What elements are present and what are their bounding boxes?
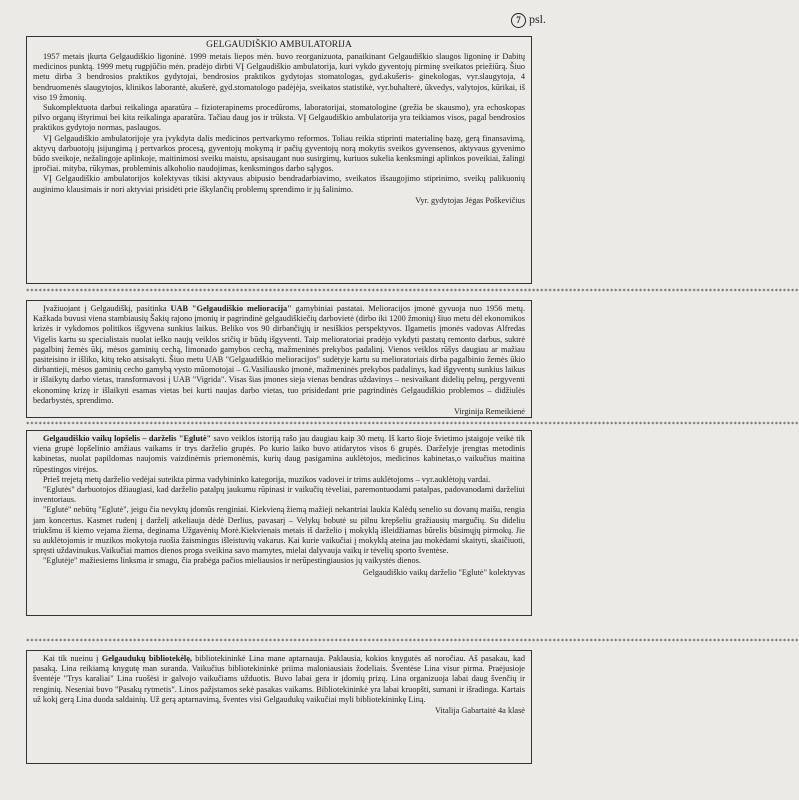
article-paragraph: VĮ Gelgaudiškio ambulatorijoje yra įvykdyta dalis medicinos pertvarkymo reformos. Toliau reikia stiprinti materialinę bazę, gerą finansavimą, aktyvų darbuotojų įsijungimą į pertvarkos procesą, gyventojų mokymą ir pačių gyventojų norą mokytis sveikos gyvensenos, aktyvaus gyvenimo būdo sveikoje, nežalingoje aplinkoje, maitinimosi sveiku maistu, apsisaugant nuo susirgimų, kuriuos sukelia kenksmingi aplinkos poveikiai, žalingi įpročiai. mityba, rūkymas, probleminis alkoholio naudojimas, kenksmingos darbo sąlygos.	[33, 133, 525, 174]
article-signature: Vyr. gydytojas Jėgas Poškevičius	[415, 195, 525, 205]
page-number-suffix: psl.	[528, 12, 546, 26]
article-darzelis	[26, 430, 532, 616]
article-company-name: UAB "Gelgaudiškio melioracija"	[170, 304, 292, 313]
article-paragraph: Sukomplektuota darbui reikalinga aparatūra – fizioterapinems procedūroms, laboratorijai, stomatologine (grežia be skausmo), yra echoskopas pilvo organų ištyrimui bei kita reikalinga aparatūra. Tačiau daug jos ir trūksta. VĮ Gelgaudiškio ambulatorija yra teikiamos visos, pagal bendrosios praktikos gydytojo normas, paslaugos.	[33, 103, 525, 133]
article-paragraph: VĮ Gelgaudiškio ambulatorijos kolektyvas tikisi aktyvaus abipusio bendradarbiavimo, sveikatos išsaugojimo stiprinimo, sveikų palikuonių auginimo klausimais ir nori aktyviai prisidėti prie iškylančių problemų sprendimo ir jų šalinimo.	[33, 174, 525, 194]
article-text: gamybiniai pastatai. Melioracijos įmonė gyvuoja nuo 1956 metų. Kažkada buvusi viena stambiausių Šakių rajono įmonių ir pagrindinė gelgaudiškiečių darbovietė (dirbo iki 1200 žmonių) šiuo metu dėl ekonomikos krizės ir vykdomos politikos išgyvena sunkius laikus. Beliko vos 90 dirbančiųjų ir nesiškios perspektyvos. Ilgametis įmonės vadovas Alfredas Vigelis kartu su specialistais nuolat ieško naujų veiklos sričių ir būdų išgyventi. Taip melioratoriai pradėjo vykdyti pastatų remonto darbus, suktrė pagalbinį žemės ūkį, mėsos gaminių cechą, limonado gamybos cechą, mažmeninės prekybos padalinį. Vienos veiklos rūšys daugiau ar mažiau pasiteisino ir išliko, kitų teko atsisakyti. Šiuo metu UAB "Gelgaudiškio melioracijos" sudėtyje kartu su melioratoriais dirba pagalbinio žemės ūkio dirbantieji, mėsos gaminių cecho gamybą vysto mūomotojai – G.Vasiliausko įmonė, mažmeninės prekybos padalinys, kad išgyventų sunkius laikus ir išlaikytų darbo vietas, transformavosi į UAB "Vigrida". Visas šias įmones sieja vienas bendras uždavinys – nesivaikant didelių pelnų, pergyventi ekonominę krizę ir išlaikyti esamas vietas bei kurti naujas darbo vietas, tuo prisidedant prie pagrindinės Gelgaudiškio problemos – didžiulės bedarbystės, sprendimo.	[33, 304, 526, 405]
article-ambulatorija	[26, 36, 532, 284]
page-number	[511, 12, 546, 28]
article-signature: Gelgaudiškio vaikų darželio "Eglutė" kolektyvas	[362, 567, 525, 577]
article-paragraph: "Eglutė" nebūtų "Eglutė", jeigu čia nevyktų įdomūs renginiai. Kiekvieną žiemą mažieji nekantriai laukia Kalėdų senelio su dovanų maišu, rengia jam koncertus. Kasmet rudenį į darželį atkeliauja dėdė Derlius, pavasarį – Velykų bobutė su pilnu krepšeliu gražiausių margučių. Su dideliu triukšmu iš kiemo vejama žiema, deginama Užgavėnių Morė.Kiekvienais metais iš darželio į mokyklą išleidžiamas būrelis būsimųjų pirmokų. Jie su auklėtojomis ir muzikos mokytoja ruošia žaismingus išleistuvių vakarus. Kai kurie vaikučiai į mokyklą ateina jau mokėdami skaityti, skaičiuoti, spręsti uždavinukus.Vaikučiai mamos dienos proga sveikina savo mamytes, mielai dalyvauja vaikų ir tėvelių sporto šventėse.	[33, 505, 525, 556]
article-paragraph: Prieš trejetą metų darželio vedėjai suteikta pirma vadybininko kategorija, muzikos vadovei ir trims auklėtojoms – vyr.auklėtojų vardai.	[43, 474, 491, 484]
article-biblioteka	[26, 650, 532, 764]
article-lead: Įvažiuojant į Gelgaudiškį, pasitinka	[43, 304, 167, 313]
article-signature: Vitalija Gabartaitė 4a klasė	[434, 706, 525, 716]
article-lead: Kai tik nueinu į	[43, 654, 99, 663]
article-paragraph: "Eglutėje" mažiesiems linksma ir smagu, čia prabėga pačios mieliausios ir nerūpestingiausios jų vaikystės dienos.	[43, 556, 421, 566]
star-divider: ********************************************************************************************************************************************************************************************	[26, 638, 799, 645]
article-title: GELGAUDIŠKIO AMBULATORIJA	[206, 40, 352, 50]
star-divider: ********************************************************************************************************************************************************************************************	[26, 421, 799, 428]
article-paragraph	[33, 434, 525, 475]
star-divider: ********************************************************************************************************************************************************************************************	[26, 288, 799, 295]
article-text: bibliotekininkė Lina mane aptarnauja. Paklausia, kokios knygutės aš noročiau. Aš pasakau, kad pasaką. Lina reikiamą knygutę man suranda. Vaikučius bibliotekininkė priima maloniausiais žodeliais. Šventėse Lina visur pirma. Praėjusioje šventėje "Trys karaliai" Lina ruošėsi ir galvojo vaikučiams užduotis. Buvo labai gera ir įdomių prizų. Lina organizuoja labai daug švenčių ir renginių. Neseniai buvo "Pasakų rytmetis". Linos pažįstamos sekė pasakas vaikams. Bibliotekininkė yra labai kruopšti, sumani ir išradinga. Kartais už kokį gerą Lina duoda saldainių. Už gerą aptarnavimą, šventes visi Gelgaudukų vaikučiai myli bibliotekininkę Liną.	[33, 654, 526, 704]
article-kindergarten-name: Gelgaudiškio vaikų lopšelis – darželis "Eglutė"	[43, 434, 212, 443]
article-paragraph: "Eglutės" darbuotojos džiaugiasi, kad darželio patalpų jaukumu rūpinasi ir vaikučių tėveliai, paremontuodami patalpas, padovanodami darželiui inventoriaus.	[33, 485, 525, 505]
article-library-name: Gelgaudukų bibliotekėlę,	[101, 654, 192, 663]
page-number-circled: 7	[511, 13, 526, 28]
article-paragraph	[33, 304, 525, 406]
article-paragraph	[33, 654, 525, 705]
article-text: savo veiklos istoriją rašo jau daugiau kaip 30 metų. Iš karto šioje švietimo įstaigoje veikė tik viena grupė lopšelinio amžiaus vaikams ir trys darželio grupės. Po kurio laiko buvo atidarytos visos 6 grupės. Darželyje įrengtas metodinis kabinetas, nuolat papildomas naujomis vaizdinėmis priemonėmis, kurių daug pasigamina auklėtojos, medicinos kabinetas,o vaikučius maitina rūpestingos virėjos.	[33, 434, 525, 474]
article-melioracija	[26, 300, 532, 418]
article-paragraph: 1957 metais įkurta Gelgaudiškio ligoninė. 1999 metais liepos mėn. buvo reorganizuota, panaikinant Gelgaudiškio slaugos ligoninę ir Dabitų medicinos punktą. 1999 metų rugpjūčio mėn. pradėjo dirbti VĮ Gelgaudiškio ambulatorija, kuri vykdo gyventojų pirminę sveikatos priežiūrą. Šiuo metu dirba 3 bendrosios praktikos gydytojai, bendrosios praktikos gydytojas stomatologas, gyd.akušeris- ginekologas, vyr.slaugytoja, 4 bendruomenės slaugytojos, klinikos laborantė, akušerė, gyd.stomatologo padėjėja, sveikatos statistikė, vyr.buhalterė, ūkvedys, valytojos, kūrikai, iš viso 19 žmonių.	[33, 52, 525, 102]
article-signature: Virginija Remeikienė	[453, 407, 525, 417]
